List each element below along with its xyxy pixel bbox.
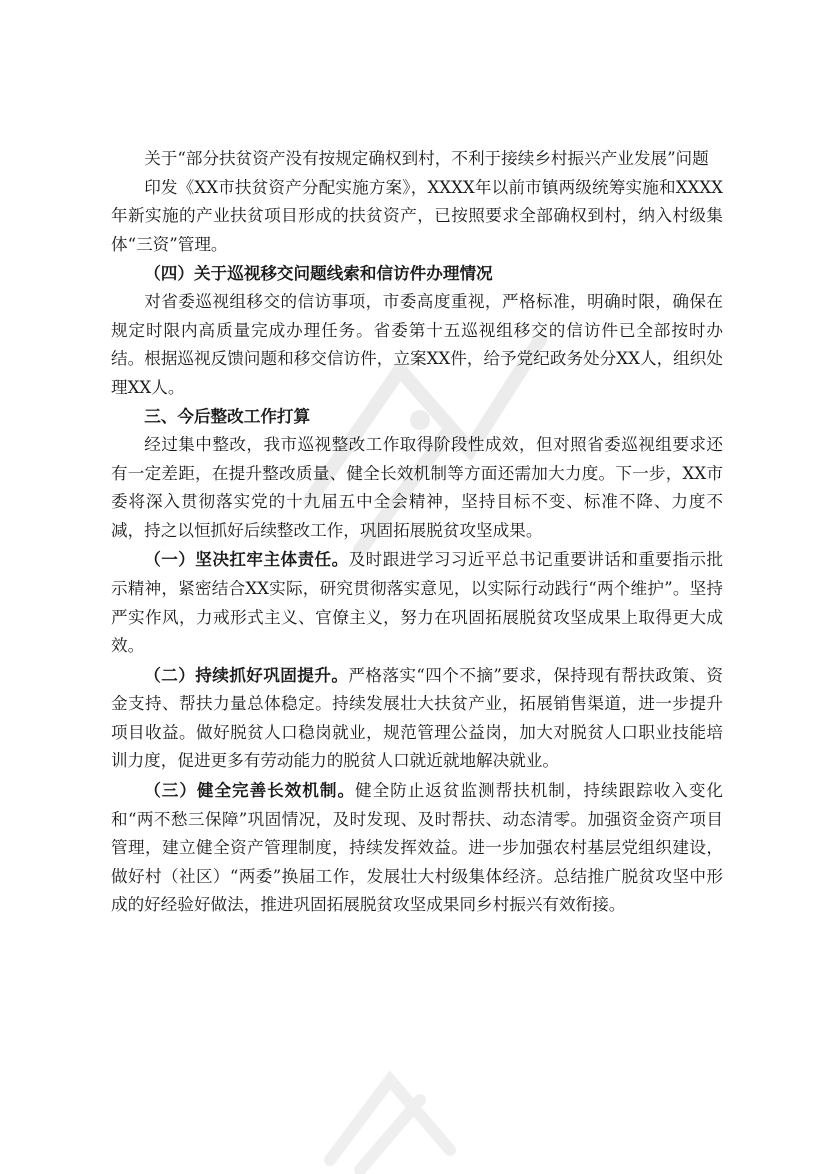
plan-item-1-lead: （一）坚决扛牢主体责任。 [144,549,349,570]
document-body [111,145,723,920]
plan-item-3 [111,776,723,920]
watermark-seal [300,1040,480,1174]
summary-paragraph: 经过集中整改，我市巡视整改工作取得阶段性成效，但对照省委巡视组要求还有一定差距，在提升整改质量、健全长效机制等方面还需加大力度。下一步，XX市委将深入贯彻落实党的十九届五中全会精神，坚持目标不变、标准不降、力度不减，持之以恒抓好后续整改工作，巩固拓展脱贫攻坚成果。 [111,434,723,540]
plan-item-1 [111,545,723,660]
plan-item-1-text: 及时跟进学习习近平总书记重要讲话和重要指示批示精神，紧密结合XX实际，研究贯彻落实意见，以实际行动践行“两个维护”。坚持严实作风，力戒形式主义、官僚主义，努力在巩固拓展脱贫攻坚成果上取得更大成效。 [111,550,724,656]
section-heading-4: （四）关于巡视移交问题线索和信访件办理情况 [144,263,493,284]
petition-paragraph: 对省委巡视组移交的信访事项，市委高度重视，严格标准，明确时限，确保在规定时限内高质量完成办理任务。省委第十五巡视组移交的信访件已全部按时办结。根据巡视反馈问题和移交信访件，立案XX件，给予党纪政务处分XX人，组织处理XX人。 [111,291,723,397]
measure-paragraph: 印发《XX市扶贫资产分配实施方案》，XXXX年以前市镇两级统筹实施和XXXX年新实施的产业扶贫项目形成的扶贫资产，已按照要求全部确权到村，纳入村级集体“三资”管理。 [111,177,723,254]
plan-item-2-lead: （二）持续抓好巩固提升。 [144,664,349,685]
plan-item-2-text: 严格落实“四个不摘”要求，保持现有帮扶政策、资金支持、帮扶力量总体稳定。持续发展壮大扶贫产业，拓展销售渠道，进一步提升项目收益。做好脱贫人口稳岗就业，规范管理公益岗，加大对脱贫人口职业技能培训力度，促进更多有劳动能力的脱贫人口就近就地解决就业。 [111,665,723,771]
issue-paragraph: 关于“部分扶贫资产没有按规定确权到村，不利于接续乡村振兴产业发展”问题 [144,149,709,168]
plan-item-3-text: 健全防止返贫监测帮扶机制，持续跟踪收入变化和“两不愁三保障”巩固情况，及时发现、及时帮扶、动态清零。加强资金资产项目管理，建立健全资产管理制度，持续发挥效益。进一步加强农村基层党组织建设，做好村（社区）“两委”换届工作，发展壮大村级集体经济。总结推广脱贫攻坚中形成的好经验好做法，推进巩固拓展脱贫攻坚成果同乡村振兴有效衔接。 [111,781,724,915]
section-heading-3: 三、今后整改工作打算 [144,406,311,427]
plan-item-3-lead: （三）健全完善长效机制。 [144,780,356,801]
plan-item-2 [111,661,723,776]
